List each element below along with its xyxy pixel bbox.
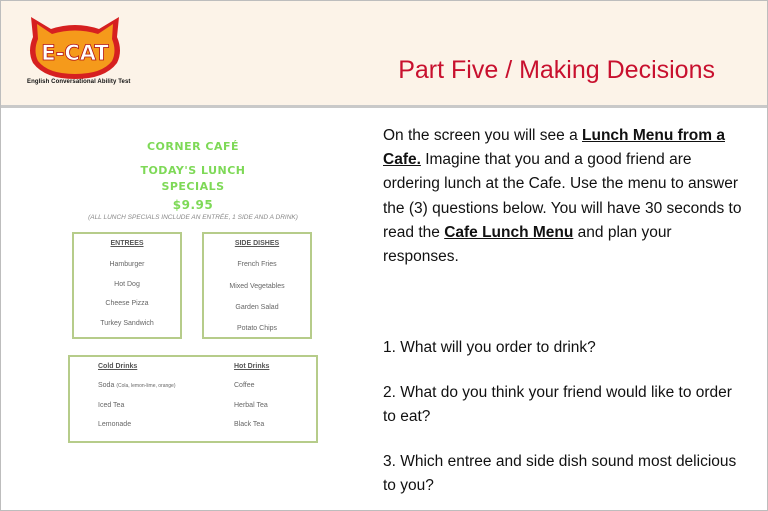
hot-drink-item: Coffee — [234, 382, 255, 389]
hot-drink-item: Black Tea — [234, 421, 265, 428]
cold-drink-item: Lemonade — [98, 421, 132, 428]
entrees-header: ENTREES — [110, 240, 144, 247]
cold-drink-label: Soda — [98, 382, 115, 389]
menu-note: (ALL LUNCH SPECIALS INCLUDE AN ENTRÉE, 1 SIDE AND A DRINK) — [88, 214, 298, 221]
menu-title-line2: SPECIALS — [161, 180, 225, 193]
logo-tagline: English Conversational Ability Test — [27, 79, 131, 85]
entree-item: Hot Dog — [114, 281, 140, 288]
cafe-menu-emphasis: Cafe Lunch Menu — [444, 223, 574, 241]
cat-head-icon — [25, 15, 125, 85]
side-item: Potato Chips — [236, 325, 278, 332]
instructions-text — [383, 124, 743, 269]
lunch-menu — [62, 130, 324, 460]
question-2: 2. What do you think your friend would like to order to eat? — [383, 384, 732, 426]
soda-note: (Cola, lemon-lime, orange) — [116, 383, 176, 389]
side-item: Mixed Vegetables — [229, 283, 285, 290]
hot-drinks-header: Hot Drinks — [234, 363, 270, 370]
instructions-part: On the screen you will see a — [383, 127, 583, 144]
question-1: 1. What will you order to drink? — [383, 339, 596, 356]
menu-price: $9.95 — [172, 198, 214, 212]
cold-drink-item — [98, 382, 176, 389]
cold-drinks-header: Cold Drinks — [98, 363, 138, 370]
sides-box — [202, 232, 312, 339]
instructions-part: Imagine that you and a good friend are ordering lunch at the Cafe. Use the menu to answer the (3) questions below. You will have 30 seconds to read the — [383, 151, 742, 241]
entree-item: Hamburger — [109, 261, 145, 268]
entree-item: Cheese Pizza — [105, 300, 149, 307]
side-item: Garden Salad — [235, 304, 279, 311]
menu-cafe-name: CORNER CAFÉ — [146, 140, 240, 153]
side-item: French Fries — [237, 261, 277, 268]
lunch-menu-emphasis: Lunch Menu from a Cafe. — [383, 127, 725, 169]
menu-title-line1: TODAY'S LUNCH — [140, 164, 246, 177]
drinks-box — [68, 355, 318, 443]
entree-item: Turkey Sandwich — [100, 320, 154, 327]
instructions-part: and plan your responses. — [383, 223, 672, 266]
sides-header: SIDE DISHES — [234, 240, 280, 247]
logo-text: E-CAT — [41, 41, 109, 65]
question-3: 3. Which entree and side dish sound most delicious to you? — [383, 453, 737, 495]
hot-drink-item: Herbal Tea — [234, 402, 268, 409]
cold-drink-item: Iced Tea — [98, 402, 125, 409]
page-title: Part Five / Making Decisions — [398, 56, 715, 84]
slide-header — [1, 1, 767, 108]
entrees-box — [72, 232, 182, 339]
